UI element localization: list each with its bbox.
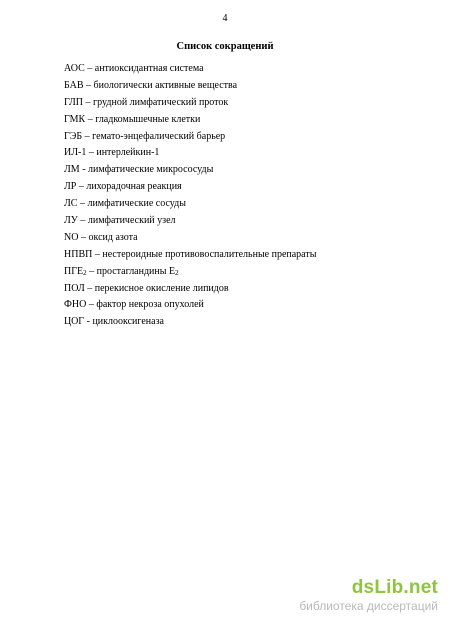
abbr-separator: - bbox=[79, 164, 89, 176]
watermark-logo: dsLib.net bbox=[351, 577, 438, 598]
watermark bbox=[272, 577, 444, 617]
abbr-separator: – bbox=[76, 181, 87, 193]
abbr-term: ПГЕ bbox=[64, 265, 84, 277]
abbr-term: ЛМ bbox=[64, 164, 80, 176]
abbr-separator: – bbox=[77, 198, 88, 210]
abbr-separator: – bbox=[85, 113, 96, 125]
abbr-definition: гемато-энцефалический барьер bbox=[92, 130, 226, 142]
list-item bbox=[64, 264, 316, 281]
abbr-separator: – bbox=[83, 79, 94, 91]
watermark-subtitle: библиотека диссертаций bbox=[299, 599, 438, 613]
abbr-separator: – bbox=[92, 248, 103, 260]
abbr-separator: – bbox=[86, 147, 97, 159]
list-item bbox=[64, 196, 316, 213]
abbr-term: ГЛП bbox=[64, 96, 84, 108]
abbr-definition: лихорадочная реакция bbox=[86, 181, 182, 193]
list-item bbox=[64, 129, 316, 146]
abbr-separator: – bbox=[84, 63, 95, 74]
list-item bbox=[64, 61, 316, 78]
abbr-separator: - bbox=[84, 316, 93, 328]
list-item bbox=[64, 281, 316, 298]
abbr-term: АОС bbox=[64, 63, 85, 74]
abbr-separator: – bbox=[82, 130, 93, 142]
abbr-separator: – bbox=[84, 282, 95, 294]
abbreviation-list bbox=[64, 61, 316, 331]
list-item bbox=[64, 247, 316, 264]
abbr-term: ЛУ bbox=[64, 215, 78, 227]
page-number: 4 bbox=[222, 13, 228, 24]
abbr-definition: гладкомышечные клетки bbox=[95, 113, 201, 125]
abbr-separator: – bbox=[86, 265, 97, 277]
abbr-separator: – bbox=[86, 299, 97, 311]
abbr-term: ФНО bbox=[64, 299, 87, 311]
abbr-separator: – bbox=[77, 215, 88, 227]
abbr-term: НПВП bbox=[64, 248, 93, 260]
abbr-definition: антиоксидантная система bbox=[94, 63, 204, 74]
abbr-term: ЛС bbox=[64, 198, 78, 210]
list-item bbox=[64, 314, 316, 331]
list-item bbox=[64, 78, 316, 95]
abbr-separator: – bbox=[83, 96, 94, 108]
abbr-term: ИЛ-1 bbox=[64, 147, 87, 159]
abbr-definition: перекисное окисление липидов bbox=[94, 282, 229, 294]
page-title: Список сокращений bbox=[176, 41, 274, 52]
list-item bbox=[64, 162, 316, 179]
abbr-definition: интерлейкин-1 bbox=[96, 147, 160, 159]
abbr-term: ПОЛ bbox=[64, 282, 85, 294]
abbr-definition: лимфатические сосуды bbox=[87, 198, 186, 210]
abbr-term: БАВ bbox=[64, 79, 84, 91]
abbr-term: ГЭБ bbox=[64, 130, 83, 142]
list-item bbox=[64, 179, 316, 196]
abbr-definition: грудной лимфатический проток bbox=[93, 96, 229, 108]
abbr-definition-subscript: 2 bbox=[175, 268, 179, 277]
abbr-term: NO bbox=[64, 231, 79, 243]
list-item bbox=[64, 95, 316, 112]
list-item bbox=[64, 230, 316, 247]
abbr-definition: оксид азота bbox=[88, 231, 138, 243]
abbr-term: ЦОГ bbox=[64, 316, 85, 328]
abbr-term: ЛР bbox=[64, 181, 77, 193]
abbr-definition: простагландины Е bbox=[96, 265, 176, 277]
abbr-term: ГМК bbox=[64, 113, 86, 125]
abbr-definition: лимфатический узел bbox=[87, 215, 176, 227]
abbr-term-subscript: 2 bbox=[83, 268, 87, 277]
abbr-definition: биологически активные вещества bbox=[93, 79, 238, 91]
abbr-separator: – bbox=[78, 231, 89, 243]
list-item bbox=[64, 297, 316, 314]
abbr-definition: нестероидные противовоспалительные препараты bbox=[102, 248, 317, 260]
list-item bbox=[64, 145, 316, 162]
abbr-definition: циклооксигеназа bbox=[92, 316, 164, 328]
abbr-definition: лимфатические микрососуды bbox=[88, 164, 214, 176]
list-item bbox=[64, 112, 316, 129]
abbr-definition: фактор некроза опухолей bbox=[96, 299, 204, 311]
list-item bbox=[64, 213, 316, 230]
